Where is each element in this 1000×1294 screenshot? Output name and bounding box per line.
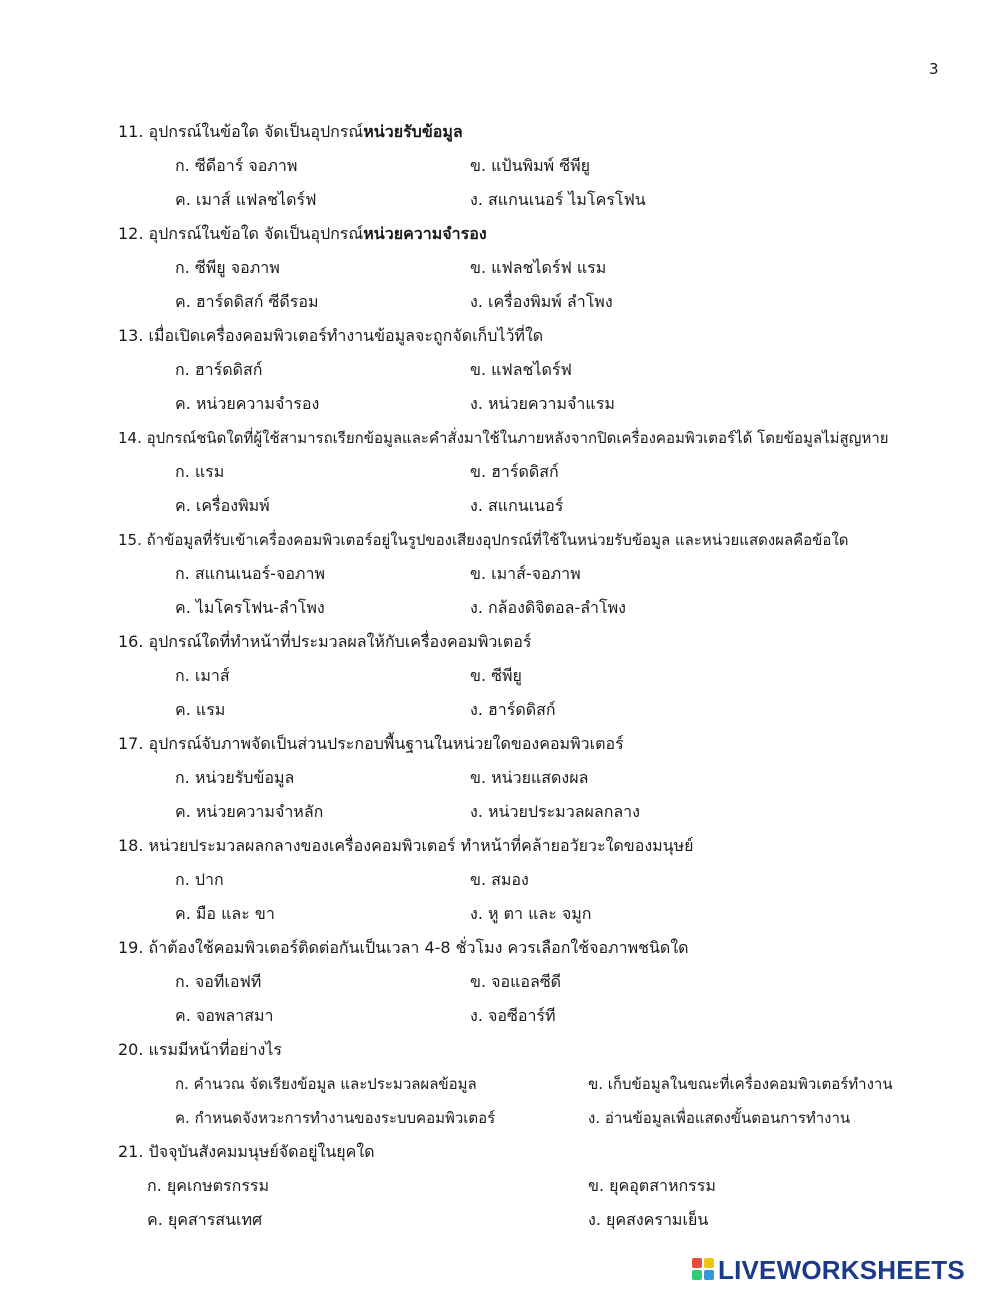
liveworksheets-logo-icon bbox=[692, 1258, 716, 1282]
q20-option-a[interactable]: ก. คำนวณ จัดเรียงข้อมูล และประมวลผลข้อมูล bbox=[175, 1075, 477, 1093]
q15-option-b[interactable]: ข. เมาส์-จอภาพ bbox=[470, 564, 581, 583]
q13-option-b[interactable]: ข. แฟลชไดร์ฟ bbox=[470, 360, 572, 379]
q14-option-a[interactable]: ก. แรม bbox=[175, 462, 225, 481]
question-17: 17. อุปกรณ์จับภาพจัดเป็นส่วนประกอบพื้นฐานในหน่วยใดของคอมพิวเตอร์ bbox=[118, 734, 624, 753]
q18-option-b[interactable]: ข. สมอง bbox=[470, 870, 529, 889]
question-11: 11. อุปกรณ์ในข้อใด จัดเป็นอุปกรณ์หน่วยรับข้อมูล bbox=[118, 122, 463, 141]
q21-option-d[interactable]: ง. ยุคสงครามเย็น bbox=[588, 1210, 709, 1229]
q16-option-a[interactable]: ก. เมาส์ bbox=[175, 666, 230, 685]
q21-option-c[interactable]: ค. ยุคสารสนเทศ bbox=[147, 1210, 263, 1229]
q11-option-c[interactable]: ค. เมาส์ แฟลชไดร์ฟ bbox=[175, 190, 317, 209]
question-13: 13. เมื่อเปิดเครื่องคอมพิวเตอร์ทำงานข้อมูลจะถูกจัดเก็บไว้ที่ใด bbox=[118, 326, 544, 345]
q19-option-a[interactable]: ก. จอทีเอฟที bbox=[175, 972, 262, 991]
q12-option-c[interactable]: ค. ฮาร์ดดิสก์ ซีดีรอม bbox=[175, 292, 319, 311]
q19-option-b[interactable]: ข. จอแอลซีดี bbox=[470, 972, 562, 991]
q14-option-d[interactable]: ง. สแกนเนอร์ bbox=[470, 496, 564, 515]
q14-option-c[interactable]: ค. เครื่องพิมพ์ bbox=[175, 496, 270, 515]
q19-option-d[interactable]: ง. จอซีอาร์ที bbox=[470, 1006, 556, 1025]
q13-option-a[interactable]: ก. ฮาร์ดดิสก์ bbox=[175, 360, 263, 379]
q13-option-c[interactable]: ค. หน่วยความจำรอง bbox=[175, 394, 320, 413]
question-14: 14. อุปกรณ์ชนิดใดที่ผู้ใช้สามารถเรียกข้อมูลและคำสั่งมาใช้ในภายหลังจากปิดเครื่องคอมพิวเตอร์ได้ โดยข้อมูลไม่สูญหาย bbox=[118, 429, 889, 447]
q21-option-b[interactable]: ข. ยุคอุตสาหกรรม bbox=[588, 1176, 716, 1195]
liveworksheets-logo[interactable] bbox=[692, 1254, 992, 1286]
q20-option-c[interactable]: ค. กำหนดจังหวะการทำงานของระบบคอมพิวเตอร์ bbox=[175, 1109, 496, 1127]
q18-option-d[interactable]: ง. หู ตา และ จมูก bbox=[470, 904, 592, 923]
q18-option-a[interactable]: ก. ปาก bbox=[175, 870, 224, 889]
q13-option-d[interactable]: ง. หน่วยความจำแรม bbox=[470, 394, 615, 413]
question-emphasis: หน่วยความจำรอง bbox=[363, 224, 487, 243]
q17-option-c[interactable]: ค. หน่วยความจำหลัก bbox=[175, 802, 324, 821]
q16-option-c[interactable]: ค. แรม bbox=[175, 700, 226, 719]
q18-option-c[interactable]: ค. มือ และ ขา bbox=[175, 904, 275, 923]
q11-option-b[interactable]: ข. แป้นพิมพ์ ซีพียู bbox=[470, 156, 591, 175]
question-16: 16. อุปกรณ์ใดที่ทำหน้าที่ประมวลผลให้กับเครื่องคอมพิวเตอร์ bbox=[118, 632, 532, 651]
q12-option-d[interactable]: ง. เครื่องพิมพ์ ลำโพง bbox=[470, 292, 613, 311]
q19-option-c[interactable]: ค. จอพลาสมา bbox=[175, 1006, 274, 1025]
question-18: 18. หน่วยประมวลผลกลางของเครื่องคอมพิวเตอร์ ทำหน้าที่คล้ายอวัยวะใดของมนุษย์ bbox=[118, 836, 694, 855]
question-20: 20. แรมมีหน้าที่อย่างไร bbox=[118, 1040, 282, 1059]
q16-option-d[interactable]: ง. ฮาร์ดดิสก์ bbox=[470, 700, 556, 719]
q12-option-b[interactable]: ข. แฟลชไดร์ฟ แรม bbox=[470, 258, 607, 277]
page-number: 3 bbox=[929, 60, 939, 78]
question-19: 19. ถ้าต้องใช้คอมพิวเตอร์ติดต่อกันเป็นเวลา 4-8 ชั่วโมง ควรเลือกใช้จอภาพชนิดใด bbox=[118, 938, 689, 957]
question-15: 15. ถ้าข้อมูลที่รับเข้าเครื่องคอมพิวเตอร์อยู่ในรูปของเสียงอุปกรณ์ที่ใช้ในหน่วยรับข้อมูล และหน่วยแสดงผลคือข้อใด bbox=[118, 531, 849, 549]
q12-option-a[interactable]: ก. ซีพียู จอภาพ bbox=[175, 258, 280, 277]
question-21: 21. ปัจจุบันสังคมมนุษย์จัดอยู่ในยุคใด bbox=[118, 1142, 375, 1161]
q15-option-d[interactable]: ง. กล้องดิจิตอล-ลำโพง bbox=[470, 598, 626, 617]
q11-option-a[interactable]: ก. ซีดีอาร์ จอภาพ bbox=[175, 156, 298, 175]
q16-option-b[interactable]: ข. ซีพียู bbox=[470, 666, 522, 685]
q20-option-d[interactable]: ง. อ่านข้อมูลเพื่อแสดงขั้นตอนการทำงาน bbox=[588, 1109, 851, 1127]
q15-option-c[interactable]: ค. ไมโครโฟน-ลำโพง bbox=[175, 598, 325, 617]
q11-option-d[interactable]: ง. สแกนเนอร์ ไมโครโฟน bbox=[470, 190, 646, 209]
question-12: 12. อุปกรณ์ในข้อใด จัดเป็นอุปกรณ์หน่วยความจำรอง bbox=[118, 224, 487, 243]
q20-option-b[interactable]: ข. เก็บข้อมูลในขณะที่เครื่องคอมพิวเตอร์ทำงาน bbox=[588, 1075, 893, 1093]
q17-option-a[interactable]: ก. หน่วยรับข้อมูล bbox=[175, 768, 295, 787]
liveworksheets-logo-text: LIVEWORKSHEETS bbox=[718, 1255, 965, 1285]
q14-option-b[interactable]: ข. ฮาร์ดดิสก์ bbox=[470, 462, 559, 481]
q15-option-a[interactable]: ก. สแกนเนอร์-จอภาพ bbox=[175, 564, 326, 583]
q17-option-b[interactable]: ข. หน่วยแสดงผล bbox=[470, 768, 589, 787]
q21-option-a[interactable]: ก. ยุคเกษตรกรรม bbox=[147, 1176, 270, 1195]
q17-option-d[interactable]: ง. หน่วยประมวลผลกลาง bbox=[470, 802, 640, 821]
question-emphasis: หน่วยรับข้อมูล bbox=[363, 122, 463, 141]
